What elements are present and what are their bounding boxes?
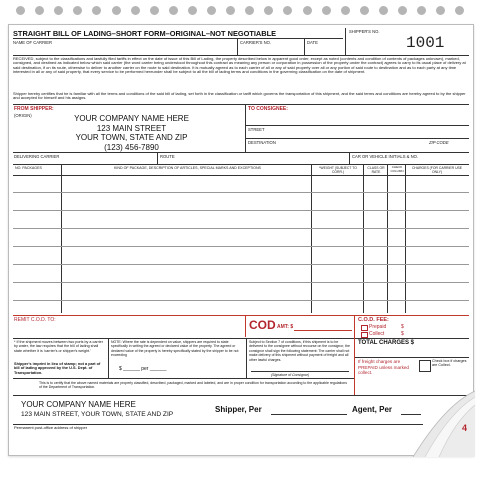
shipper-per-line: [271, 414, 347, 415]
punch-hole: [455, 6, 464, 15]
freight-note: If freight charges are PREPAID unless marked collect.: [358, 359, 409, 376]
shipper-certify-text: Shipper hereby certifies that he is familiar with all the terms and conditions of the said bill of lading, set forth in the classification or tariff which governs the transportation of this shipment, and the said terms and conditions are hereby agreed to by the shipper and accepted for himself and his assigns.: [13, 92, 466, 101]
row-line: [13, 104, 469, 105]
shipper-no: 1001: [406, 34, 445, 52]
street-label: STREET: [248, 127, 265, 132]
agent-per-label: Agent, Per: [352, 405, 393, 414]
punch-hole: [322, 6, 331, 15]
prepaid-checkbox[interactable]: [361, 325, 368, 331]
consignee-line: [246, 125, 469, 126]
divider: [349, 152, 350, 164]
part-number: 4: [461, 423, 467, 433]
cod-fee-label: C.O.D. FEE:: [358, 317, 389, 323]
punch-hole: [264, 6, 273, 15]
car-vehicle-label: CAR OR VEHICLE INITIALS & NO.: [352, 154, 419, 159]
punch-hole: [169, 6, 178, 15]
row-line: [13, 378, 354, 379]
col-weight: *WEIGHT (SUBJECT TO CORR.): [319, 166, 357, 174]
shipper-per-label: Shipper, Per: [215, 405, 262, 414]
col-class: CLASS OR RATE: [367, 166, 385, 174]
punch-hole: [417, 6, 426, 15]
punch-hole: [245, 6, 254, 15]
table-rows: [13, 175, 469, 313]
bill-of-lading-form: [8, 24, 474, 456]
form-title: STRAIGHT BILL OF LADING–SHORT FORM–ORIGINAL–NOT NEGOTIABLE: [13, 29, 277, 38]
punch-hole: [54, 6, 63, 15]
divider: [246, 338, 247, 378]
shipper-address: [49, 114, 214, 152]
red-divider: [354, 315, 355, 395]
divider: [108, 338, 109, 378]
punch-hole: [360, 6, 369, 15]
received-text: RECEIVED, subject to the classifications and lawfully filed tariffs in effect on the date of issue of this Bill of Lading, the property described below in apparent good order, except as noted (contents and condition of contents of packages unknown), marked, consigned, and destined as indicated below which said carrier (the word carrier being understood throughout this contract as meaning any person or corporation in possession of the property under the contract) agrees to carry to its usual place of delivery at said destination, if on its route, otherwise to deliver to another carrier on the route to said destination. It is mutually agreed as to each carrier of all or any of said property over all or any portion of said route to destination and as to each party at any time interested in all or any of said property, that every service to be performed hereunder shall be subject to all the bill of lading terms and conditions in the governing classification on the date of shipment.: [13, 57, 466, 75]
punch-hole: [35, 6, 44, 15]
punch-hole: [112, 6, 121, 15]
amt-line: [294, 330, 352, 331]
punch-hole: [436, 6, 445, 15]
punch-hole: [150, 6, 159, 15]
row-line: [355, 357, 469, 358]
row-line: [13, 152, 469, 153]
consignee-line: [246, 138, 469, 139]
title-underline: [13, 38, 343, 39]
footnote-imprint: Shipper's imprint in lieu of stamp; not a part of bill of lading approved by the U.S. Dept. of Transportation.: [14, 362, 101, 375]
items-table: [13, 165, 469, 313]
phone: (123) 456-7890: [104, 142, 159, 152]
bottom-shipper-block: [21, 400, 173, 420]
company-name: YOUR COMPANY NAME HERE: [74, 114, 189, 123]
check-box-note: Check box if charges are Collect.: [432, 359, 467, 368]
dollar-sign: $: [401, 331, 404, 337]
total-charges-label: TOTAL CHARGES $: [358, 340, 415, 346]
divider: [157, 152, 158, 164]
permanent-address-label: Permanent post-office address of shipper: [14, 425, 88, 430]
from-shipper-label: FROM SHIPPER:: [14, 106, 54, 112]
street: 123 MAIN STREET: [96, 123, 167, 133]
col-charges: CHARGES (FOR CARRIER USE ONLY): [411, 166, 463, 174]
divider: [304, 39, 305, 55]
city-state-zip: YOUR TOWN, STATE AND ZIP: [75, 133, 188, 142]
divider: [237, 39, 238, 55]
footnote-between: * If the shipment moves between two ports by a carrier by water, the law requires that the bill of lading shall state whether it is 'carrier's or shipper's weight.': [14, 340, 103, 353]
punch-hole: [283, 6, 292, 15]
signature-label: (Signature of Consignor): [271, 373, 310, 377]
punch-hole: [379, 6, 388, 15]
punch-hole: [16, 6, 25, 15]
destination-label: DESTINATION: [248, 140, 276, 145]
name-of-carrier-label: NAME OF CARRIER: [13, 40, 53, 45]
certification-text: This is to certify that the above named materials are properly classified, described, packaged, marked and labeled, and are in proper condition for transportation according to the applicable regulations of the Department of Transportation.: [39, 381, 347, 390]
carriers-no-label: CARRIER'S NO.: [240, 40, 272, 45]
row-line: [13, 395, 469, 396]
origin-label: (ORIGIN): [14, 113, 32, 118]
row-line: [13, 338, 354, 339]
dollar-sign: $: [401, 324, 404, 330]
collect-charges-checkbox[interactable]: [419, 360, 431, 372]
route-label: ROUTE: [160, 154, 175, 159]
punch-hole: [303, 6, 312, 15]
cod-label: COD: [249, 318, 276, 332]
red-divider: [245, 315, 246, 337]
subject-section: Subject to Section 7 of conditions, if this shipment is to be delivered to the consignee without recourse on the consignor, the consignor shall sign the following statement: The carrier shall not make delivery of this shipment without payment of freight and all other lawful charges.: [249, 340, 350, 362]
zip-code-label: ZIP CODE: [429, 140, 449, 145]
date-label: DATE: [307, 40, 318, 45]
shipper-no-label: SHIPPER'S NO.: [349, 29, 380, 34]
note-value: NOTE: Where the rate is dependent on value, shippers are required to state specifically in writing the agreed or declared value of the property. The agreed or declared value of the property is hereby specifically stated by the shipper to be not exceeding: [111, 340, 239, 358]
prepaid-label: Prepaid: [369, 324, 387, 330]
row-line: [355, 338, 469, 339]
shipper-no-box: [345, 28, 470, 55]
col-check: CHECK COLUMN: [390, 165, 404, 173]
signature-line: [251, 371, 349, 372]
row-line: [13, 55, 469, 56]
col-no-packages: NO. PACKAGES: [15, 166, 42, 170]
punch-hole: [188, 6, 197, 15]
divider: [245, 104, 246, 152]
collect-label: Collect: [369, 331, 385, 337]
punch-hole: [341, 6, 350, 15]
punch-hole: [207, 6, 216, 15]
delivering-carrier-label: DELIVERING CARRIER: [14, 154, 60, 159]
punch-hole: [398, 6, 407, 15]
page-curl-graphic: [405, 387, 475, 457]
punch-holes: [0, 6, 480, 18]
punch-hole: [226, 6, 235, 15]
punch-hole: [73, 6, 82, 15]
amt-label: AMT: $: [277, 324, 294, 330]
bottom-address: 123 MAIN STREET, YOUR TOWN, STATE AND ZIP: [21, 411, 174, 418]
note-per: $ ______ per ______: [119, 366, 167, 372]
punch-hole: [131, 6, 140, 15]
col-kind: KIND OF PACKAGE, DESCRIPTION OF ARTICLES, SPECIAL MARKS AND EXCEPTIONS: [114, 166, 261, 170]
red-row-line: [13, 315, 469, 316]
remit-label: REMIT C.O.D. TO:: [14, 317, 56, 323]
to-consignee-label: TO CONSIGNEE:: [248, 106, 288, 112]
punch-hole: [92, 6, 101, 15]
bottom-company: YOUR COMPANY NAME HERE: [21, 400, 136, 409]
